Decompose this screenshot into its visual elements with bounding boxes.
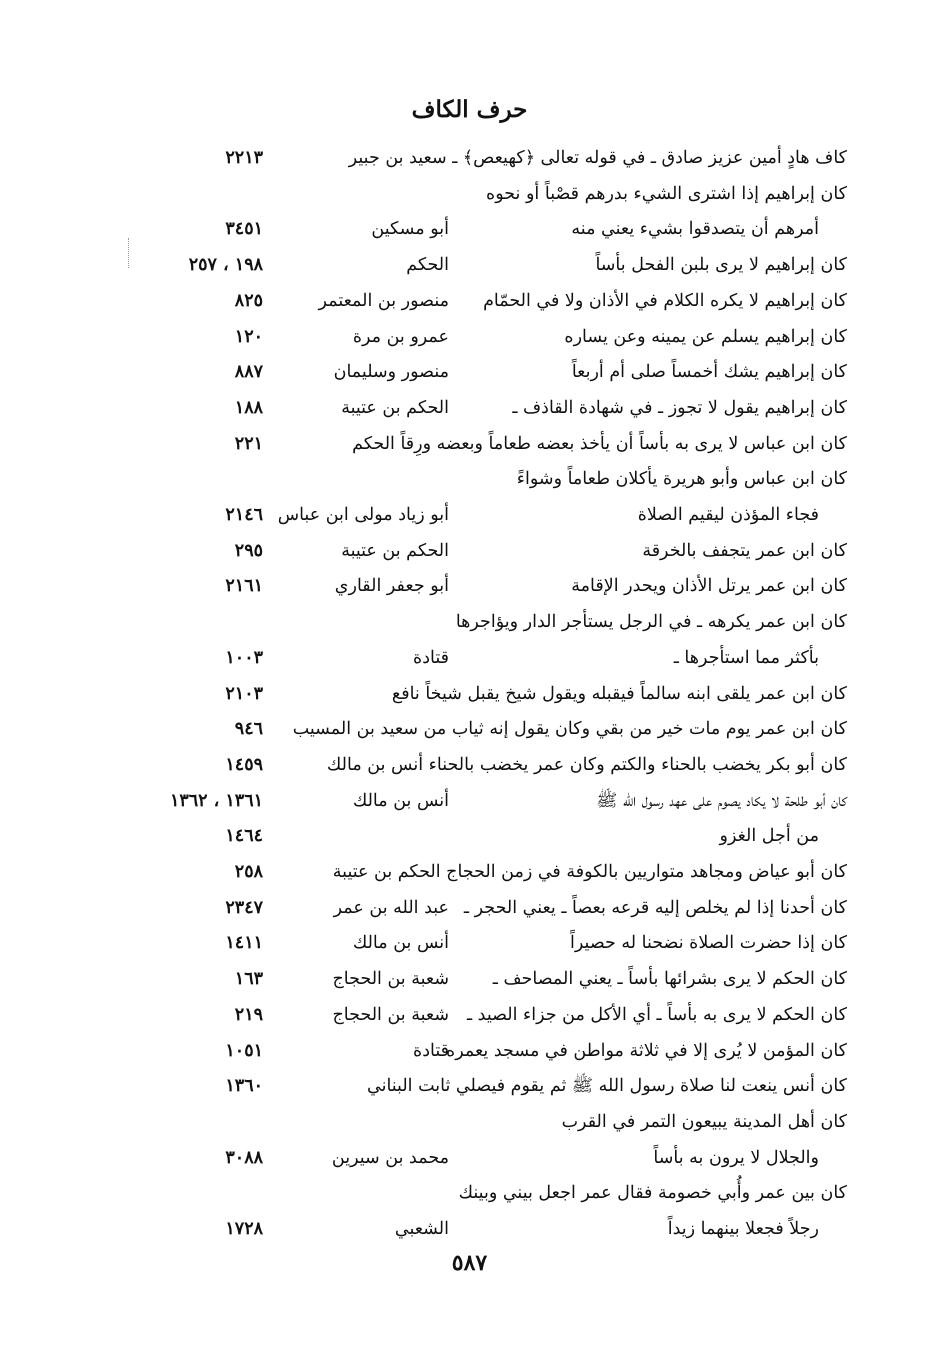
section-heading: حرف الكاف — [411, 96, 528, 123]
entry-text: كان ابن عمر يلقى ابنه سالماً فيقبله ويقول شيخ يقبل شيخاً نافع — [391, 683, 847, 704]
index-entry — [0, 604, 939, 640]
entry-number: ١٦٣ — [234, 969, 263, 990]
entry-narrator: شعبة بن الحجاج — [332, 1004, 449, 1025]
entry-number: ١٠٠٣ — [225, 647, 263, 668]
entry-number: ٢١٠٣ — [225, 683, 263, 704]
entry-narrator: أبو جعفر القاري — [334, 576, 449, 597]
entry-narrator: منصور بن المعتمر — [318, 290, 449, 311]
page-number: ٥٨٧ — [451, 1250, 488, 1276]
entry-text: من أجل الغزو — [719, 826, 819, 847]
entry-narrator: أبو مسكين — [371, 219, 449, 240]
entry-number: ١٣٦١ ، ١٣٦٢ — [169, 790, 263, 811]
index-entry — [0, 1175, 939, 1211]
entry-text: كان أبو بكر يخضب بالحناء والكتم وكان عمر يخضب بالحناء أنس بن مالك — [326, 754, 847, 775]
entry-number: ٢٢١ — [234, 433, 263, 454]
entry-text: كان إبراهيم لا يرى بلبن الفحل بأساً — [595, 255, 847, 276]
index-entry — [0, 211, 939, 247]
index-entry — [0, 1140, 939, 1176]
entry-text: كان إبراهيم يشك أخمساً صلى أم أربعاً — [571, 362, 847, 383]
index-entry — [0, 390, 939, 426]
entry-number: ١٤٦٤ — [225, 826, 263, 847]
index-entry — [0, 533, 939, 569]
entry-number: ٢٣٤٧ — [225, 897, 263, 918]
index-entry — [0, 854, 939, 890]
index-entry — [0, 497, 939, 533]
entry-narrator: أنس بن مالك — [352, 790, 449, 811]
index-entry — [0, 176, 939, 212]
entry-number: ١٩٨ ، ٢٥٧ — [188, 255, 263, 276]
entry-number: ٩٤٦ — [234, 719, 263, 740]
entry-text: كان ابن عمر يوم مات خير من بقي وكان يقول إنه ثياب من سعيد بن المسيب — [292, 719, 847, 740]
entry-number: ٢٢١٣ — [225, 148, 263, 168]
entry-text: كان ابن عمر يرتل الأذان ويحدر الإقامة — [571, 576, 847, 597]
index-entry — [0, 1211, 939, 1247]
entry-text: رجلاً فجعلا بينهما زيداً — [667, 1219, 819, 1239]
entry-text: كان إبراهيم لا يكره الكلام في الأذان ولا في الحمّام — [483, 290, 847, 311]
index-entry — [0, 747, 939, 783]
index-entry — [0, 925, 939, 961]
entry-text: فجاء المؤذن ليقيم الصلاة — [637, 505, 819, 525]
entry-number: ٨٢٥ — [234, 290, 263, 311]
entry-number: ١٤٥٩ — [225, 754, 263, 775]
entry-text: كان إذا حضرت الصلاة نضحنا له حصيراً — [570, 933, 847, 954]
entry-number: ٢١٦١ — [225, 576, 263, 597]
index-entry — [0, 461, 939, 497]
entry-number: ١٠٥١ — [225, 1040, 263, 1061]
entry-number: ٢٩٥ — [234, 540, 263, 561]
entry-text: كان أحدنا إذا لم يخلص إليه قرعه بعصاً ـ يعني الحجر ـ — [463, 897, 847, 918]
entry-text: كان أبو طلحة لا يكاد يصوم على عهد رسول الله ﷺ — [596, 790, 847, 811]
entry-narrator: الشعبي — [394, 1219, 449, 1239]
entry-text: كان ابن عمر يتجفف بالخرقة — [642, 540, 847, 561]
entry-text: كان ابن عباس لا يرى به بأساً أن يأخذ بعضه طعاماً وبعضه ورِقاً الحكم — [352, 433, 847, 454]
entry-number: ٢١٩ — [234, 1004, 263, 1025]
entry-narrator: قتادة — [413, 647, 449, 668]
index-entry — [0, 283, 939, 319]
entry-narrator: أنس بن مالك — [352, 933, 449, 954]
index-entry — [0, 354, 939, 390]
index-entry — [0, 640, 939, 676]
index-entry — [0, 818, 939, 854]
entry-narrator: الحكم — [406, 255, 449, 276]
entry-narrator: أبو زياد مولى ابن عباس — [277, 505, 449, 525]
index-entry — [0, 140, 939, 176]
entry-text: أمرهم أن يتصدقوا بشيء يعني منه — [571, 219, 819, 240]
entry-text: والجلال لا يرون به بأساً — [653, 1147, 819, 1168]
entry-text: بأكثر مما استأجرها ـ — [673, 647, 819, 668]
index-entry — [0, 247, 939, 283]
entry-text: كان ابن عمر يكرهه ـ في الرجل يستأجر الدار ويؤاجرها — [455, 612, 847, 633]
entry-narrator: الحكم بن عتيبة — [341, 540, 449, 561]
entry-text: كان إبراهيم إذا اشترى الشيء بدرهم قصْباً أو نحوه — [486, 183, 847, 204]
entry-narrator: شعبة بن الحجاج — [332, 969, 449, 990]
entry-number: ١٤١١ — [225, 933, 263, 954]
entry-narrator: عمرو بن مرة — [352, 326, 449, 347]
entry-text: كاف هادٍ أمين عزيز صادق ـ في قوله تعالى ﴿كهيعص﴾ ـ سعيد بن جبير — [348, 148, 847, 168]
entry-text: كان الحكم لا يرى به بأساً ـ أي الأكل من جزاء الصيد ـ — [466, 1004, 847, 1025]
entry-narrator: الحكم بن عتيبة — [341, 397, 449, 418]
index-entry — [0, 426, 939, 462]
entry-number: ٢١٤٦ — [225, 505, 263, 525]
entry-narrator: محمد بن سيرين — [331, 1147, 449, 1168]
entry-narrator: قتادة — [413, 1040, 449, 1061]
entry-text: كان أنس ينعت لنا صلاة رسول الله ﷺ ثم يقوم فيصلي ثابت البناني — [366, 1076, 847, 1097]
entry-narrator: عبد الله بن عمر — [333, 897, 449, 918]
index-entry — [0, 783, 939, 819]
index-entry — [0, 711, 939, 747]
index-entry — [0, 568, 939, 604]
entry-number: ٣٠٨٨ — [225, 1147, 263, 1168]
index-entry — [0, 676, 939, 712]
entry-text: كان إبراهيم يسلم عن يمينه وعن يساره — [564, 326, 847, 347]
entry-text: كان الحكم لا يرى بشرائها بأساً ـ يعني المصاحف ـ — [492, 969, 847, 990]
index-entry — [0, 319, 939, 355]
entry-number: ٢٥٨ — [234, 862, 263, 882]
index-entry — [0, 1068, 939, 1104]
entry-number: ١٧٢٨ — [225, 1219, 263, 1239]
index-entry — [0, 1033, 939, 1069]
entry-text: كان بين عمر وأُبي خصومة فقال عمر اجعل بيني وبينك — [458, 1183, 847, 1204]
entry-text: كان المؤمن لا يُرى إلا في ثلاثة مواطن في مسجد يعمره — [446, 1040, 847, 1061]
index-entry — [0, 1104, 939, 1140]
entry-number: ١٢٠ — [234, 326, 263, 347]
index-entry — [0, 890, 939, 926]
entry-text: كان ابن عباس وأبو هريرة يأكلان طعاماً وشواءً — [516, 469, 847, 490]
index-entry — [0, 997, 939, 1033]
entry-number: ٨٨٧ — [234, 362, 263, 383]
entry-number: ١٨٨ — [234, 397, 263, 418]
entry-text: كان إبراهيم يقول لا تجوز ـ في شهادة القاذف ـ — [512, 397, 847, 418]
entry-narrator: منصور وسليمان — [333, 362, 449, 383]
entry-text: كان أهل المدينة يبيعون التمر في القرب — [561, 1111, 847, 1132]
index-entry — [0, 961, 939, 997]
entry-text: كان أبو عياض ومجاهد متواريين بالكوفة في زمن الحجاج الحكم بن عتيبة — [332, 862, 847, 882]
entry-number: ١٣٦٠ — [225, 1076, 263, 1097]
entry-number: ٣٤٥١ — [225, 219, 263, 240]
